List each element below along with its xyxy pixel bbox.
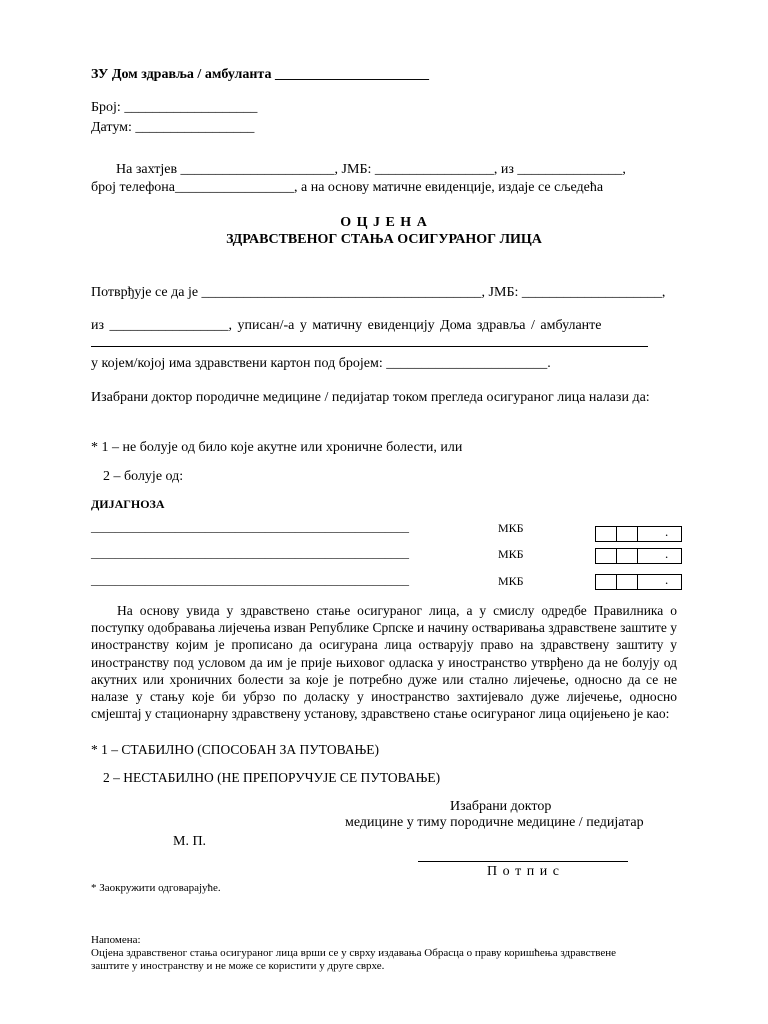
mkb-label: МКБ [498,521,524,535]
diagnosis-heading: ДИЈАГНОЗА [91,497,165,511]
doctor-title-line-1: Изабрани доктор [450,799,552,814]
date-line: Датум: _________________ [91,120,255,135]
confirm-line-3: у којем/којој има здравствени картон под бројем: _______________________. [91,356,551,371]
confirm-blank-line [91,346,648,347]
footnote: * Заокружити одговарајуће. [91,882,221,894]
assessment-option-2: 2 – НЕСТАБИЛНО (НЕ ПРЕПОРУЧУЈЕ СЕ ПУТОВАЊЕ) [103,770,441,785]
stamp-label: М. П. [173,834,207,849]
request-line-1: На захтјев ______________________, ЈМБ: _________________, из _______________, [116,162,626,177]
document-subtitle: ЗДРАВСТВЕНОГ СТАЊА ОСИГУРАНОГ ЛИЦА [226,232,542,247]
finding-intro: Изабрани доктор породичне медицине / педијатар током прегледа осигураног лица налази да: [91,390,650,405]
mkb-code-box[interactable] [595,526,682,542]
doctor-title-line-2: медицине у тиму породичне медицине / педијатар [345,815,644,830]
mkb-label: МКБ [498,547,524,561]
institution-line: ЗУ Дом здравља / амбуланта ______________________ [91,67,429,82]
mkb-dot: . [665,524,669,539]
diagnosis-line: _____________________________________________________ [91,573,409,587]
mkb-code-box[interactable] [595,548,682,564]
number-line: Број: ___________________ [91,100,258,115]
document-title: О Ц Ј Е Н А [340,215,428,230]
mkb-dot: . [665,546,669,561]
signature-line [418,861,628,862]
note-line-1: Оцјена здравственог стања осигураног лица врши се у сврху издавања Обрасца о праву коришћења здравствене [91,947,617,959]
diagnosis-line: _____________________________________________________ [91,520,409,534]
finding-option-1: * 1 – не болује од било које акутне или хроничне болести, или [91,440,463,455]
mkb-dot: . [665,572,669,587]
assessment-paragraph: На основу увида у здравствено стање осигураног лица, а у смислу одредбе Правилника о поступку одобравања лијечења изван Републике Српске и начину остваривања здравствене заштите у иностранству којим је прописано да осигурана лица остварују право на здравствену заштиту у иностранству под условом да им је прије њиховог одласка у иностранство утврђено да не болују од акутних или хроничних болести за које је потребно дуже или стално лијечење, односно да се не налазе у стању које би убрзо по доласку у иностранство захтијевало дуже лијечење, односно смјештај у стационарну здравствену установу, здравствено стање осигураног лица оцијењено је као: [91,603,677,722]
note-heading: Напомена: [91,934,141,946]
confirm-line-2: из _________________, уписан/-а у матичну евиденцију Дома здравља / амбуланте [91,318,602,333]
diagnosis-line: _____________________________________________________ [91,546,409,560]
mkb-code-box[interactable] [595,574,682,590]
signature-label: П о т п и с [487,864,560,879]
assessment-option-1: * 1 – СТАБИЛНО (СПОСОБАН ЗА ПУТОВАЊЕ) [91,742,380,757]
confirm-line-1: Потврђује се да је ________________________________________, ЈМБ: ____________________, [91,285,666,300]
mkb-label: МКБ [498,574,524,588]
finding-option-2: 2 – болује од: [103,469,184,484]
request-line-2: број телефона_________________, а на основу матичне евиденције, издаје се сљедећа [91,180,604,195]
note-line-2: заштите у иностранству и не може се користити у друге сврхе. [91,960,385,972]
